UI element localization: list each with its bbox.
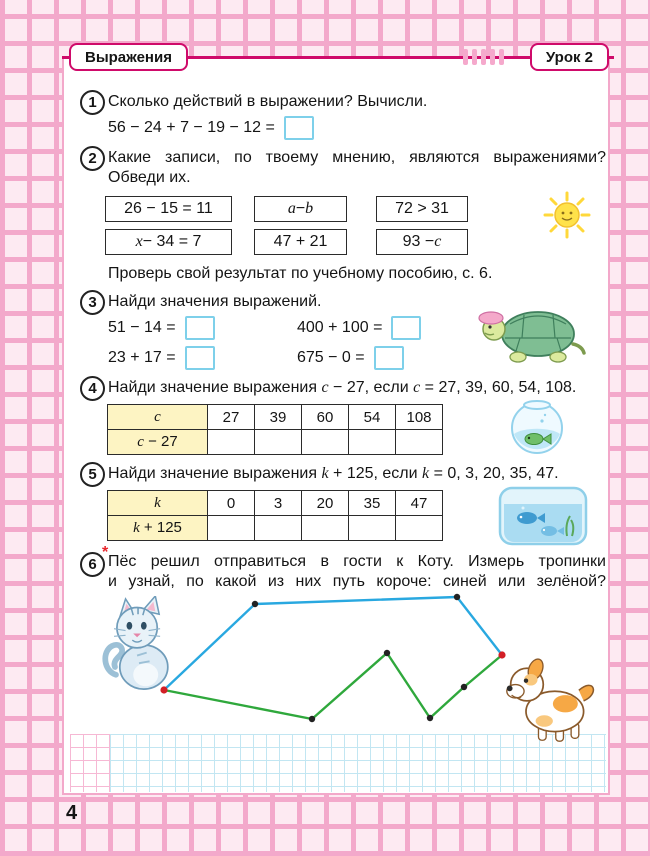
task-3-expression-row	[108, 346, 215, 370]
aquarium-illustration	[497, 484, 589, 553]
task-3-text: Найди значения выражений.	[108, 293, 322, 310]
table-c-value: 54	[349, 405, 396, 430]
task-3-number	[80, 290, 105, 315]
task-1-number	[80, 90, 105, 115]
task-3-expression-4: 675 − 0 =	[297, 349, 365, 366]
table-k-answer-cell[interactable]	[208, 516, 255, 541]
table-k-header-label: k	[108, 491, 208, 516]
task-4-text-part: − 27	[328, 379, 365, 396]
task-2-text-line1: Какие записи, по твоему мнению, являются выражениями?	[108, 149, 606, 166]
table-c-answer-cell[interactable]	[208, 430, 255, 455]
task-5-text-part: , если	[373, 465, 423, 482]
table-k-value: 20	[302, 491, 349, 516]
task-3-expression-row	[297, 316, 421, 340]
table-c-header-label: c	[108, 405, 208, 430]
task-5-var: k	[321, 465, 329, 482]
task-5-text-part: + 125	[328, 465, 374, 482]
expression-box-6-var-c: c	[434, 233, 442, 250]
cat-illustration	[100, 596, 178, 697]
dog-illustration	[502, 650, 598, 751]
table-c-value: 27	[208, 405, 255, 430]
sun-icon	[542, 190, 592, 240]
expression-box-6[interactable]	[376, 229, 468, 255]
expression-box-3-label: 72 > 31	[395, 200, 449, 217]
expression-box-2[interactable]	[254, 196, 347, 222]
section-tab	[69, 43, 188, 71]
task-3-answer-box-4[interactable]	[374, 346, 404, 370]
task-4-number-label: 4	[88, 380, 97, 397]
task-2-number	[80, 146, 105, 171]
expression-box-1-label: 26 − 15 = 11	[124, 200, 213, 217]
table-c-row-label: c − 27	[108, 430, 208, 455]
table-k-value: 35	[349, 491, 396, 516]
section-tab-label: Выражения	[85, 48, 172, 66]
task-1-text: Сколько действий в выражении? Вычисли.	[108, 93, 428, 110]
table-c-value: 108	[396, 405, 443, 430]
table-k-answer-cell[interactable]	[255, 516, 302, 541]
turtle-illustration	[472, 294, 587, 371]
expression-box-2-var-b: b	[305, 200, 314, 217]
table-c-answer-cell[interactable]	[396, 430, 443, 455]
task-6-text-line2: и узнай, по какой из них путь короче: синей или зелёной?	[108, 573, 606, 590]
task-5-text-part: Найди значение выражения	[108, 465, 322, 482]
task-5-text-part: = 0, 3, 20, 35, 47.	[429, 465, 559, 482]
task-3-answer-box-1[interactable]	[185, 316, 215, 340]
expression-box-6-rest: 93 −	[402, 233, 435, 250]
table-k-row-label: k + 125	[108, 516, 208, 541]
task-5-var: k	[422, 465, 430, 482]
expression-box-1[interactable]	[105, 196, 232, 222]
table-c-value: 60	[302, 405, 349, 430]
task-3-expression-1: 51 − 14 =	[108, 319, 176, 336]
table-c-answer-cell[interactable]	[255, 430, 302, 455]
expression-box-4-var-x: x	[135, 233, 143, 250]
task-4-var: c	[321, 379, 329, 396]
table-c-value: 39	[255, 405, 302, 430]
task-1-answer-box[interactable]	[284, 116, 314, 140]
table-k-answer-cell[interactable]	[302, 516, 349, 541]
table-k-answer-cell[interactable]	[349, 516, 396, 541]
fishbowl-illustration	[507, 394, 567, 461]
task-3-expression-2: 400 + 100 =	[297, 319, 383, 336]
task-6-star: *	[102, 544, 109, 561]
task-6-text-line1: Пёс решил отправиться в гости к Коту. Измерь тропинки	[108, 553, 606, 570]
table-c-answer-cell[interactable]	[302, 430, 349, 455]
task-2-number-label: 2	[88, 150, 97, 167]
task-2-text-line2: Обведи их.	[108, 169, 191, 186]
task-4-var: c	[413, 379, 421, 396]
lesson-badge-label: Урок 2	[545, 48, 593, 66]
task-4-text-part: , если	[364, 379, 414, 396]
task-1-expression-row	[108, 116, 314, 140]
decor-stripes-icon	[463, 49, 504, 65]
task-5-number-label: 5	[88, 466, 97, 483]
table-k-value: 3	[255, 491, 302, 516]
expression-box-4[interactable]	[105, 229, 232, 255]
table-c-answer-cell[interactable]	[349, 430, 396, 455]
table-k-value: 47	[396, 491, 443, 516]
task-2-check-text: Проверь свой результат по учебному пособию, с. 6.	[108, 265, 493, 282]
lesson-badge	[530, 43, 609, 71]
expression-box-3[interactable]	[376, 196, 468, 222]
expression-box-2-op: −	[295, 200, 306, 217]
task-3-answer-box-3[interactable]	[185, 346, 215, 370]
task-3-answer-box-2[interactable]	[391, 316, 421, 340]
task-3-expression-3: 23 + 17 =	[108, 349, 176, 366]
task-6-number-label: 6	[88, 556, 97, 573]
table-k-answer-cell[interactable]	[396, 516, 443, 541]
values-table-c	[107, 404, 443, 455]
table-k-value: 0	[208, 491, 255, 516]
task-4-text-part: = 27, 39, 60, 54, 108.	[420, 379, 577, 396]
task-1-number-label: 1	[88, 94, 97, 111]
expression-box-2-var-a: a	[287, 200, 296, 217]
content-panel	[62, 48, 610, 795]
task-3-expression-row	[297, 346, 404, 370]
values-table-k	[107, 490, 443, 541]
task-1-expression: 56 − 24 + 7 − 19 − 12 =	[108, 119, 275, 136]
task-3-expression-row	[108, 316, 215, 340]
task-4-text-part: Найди значение выражения	[108, 379, 322, 396]
task-4-number	[80, 376, 105, 401]
page-number: 4	[66, 802, 78, 824]
task-3-number-label: 3	[88, 294, 97, 311]
green-path[interactable]	[164, 653, 502, 719]
blue-path[interactable]	[164, 597, 502, 690]
expression-box-5-label: 47 + 21	[273, 233, 328, 250]
task-5-text	[108, 464, 610, 484]
expression-box-5[interactable]	[254, 229, 347, 255]
task-5-number	[80, 462, 105, 487]
expression-box-4-rest: − 34 = 7	[142, 233, 202, 250]
path-vertex-dots	[160, 594, 505, 722]
